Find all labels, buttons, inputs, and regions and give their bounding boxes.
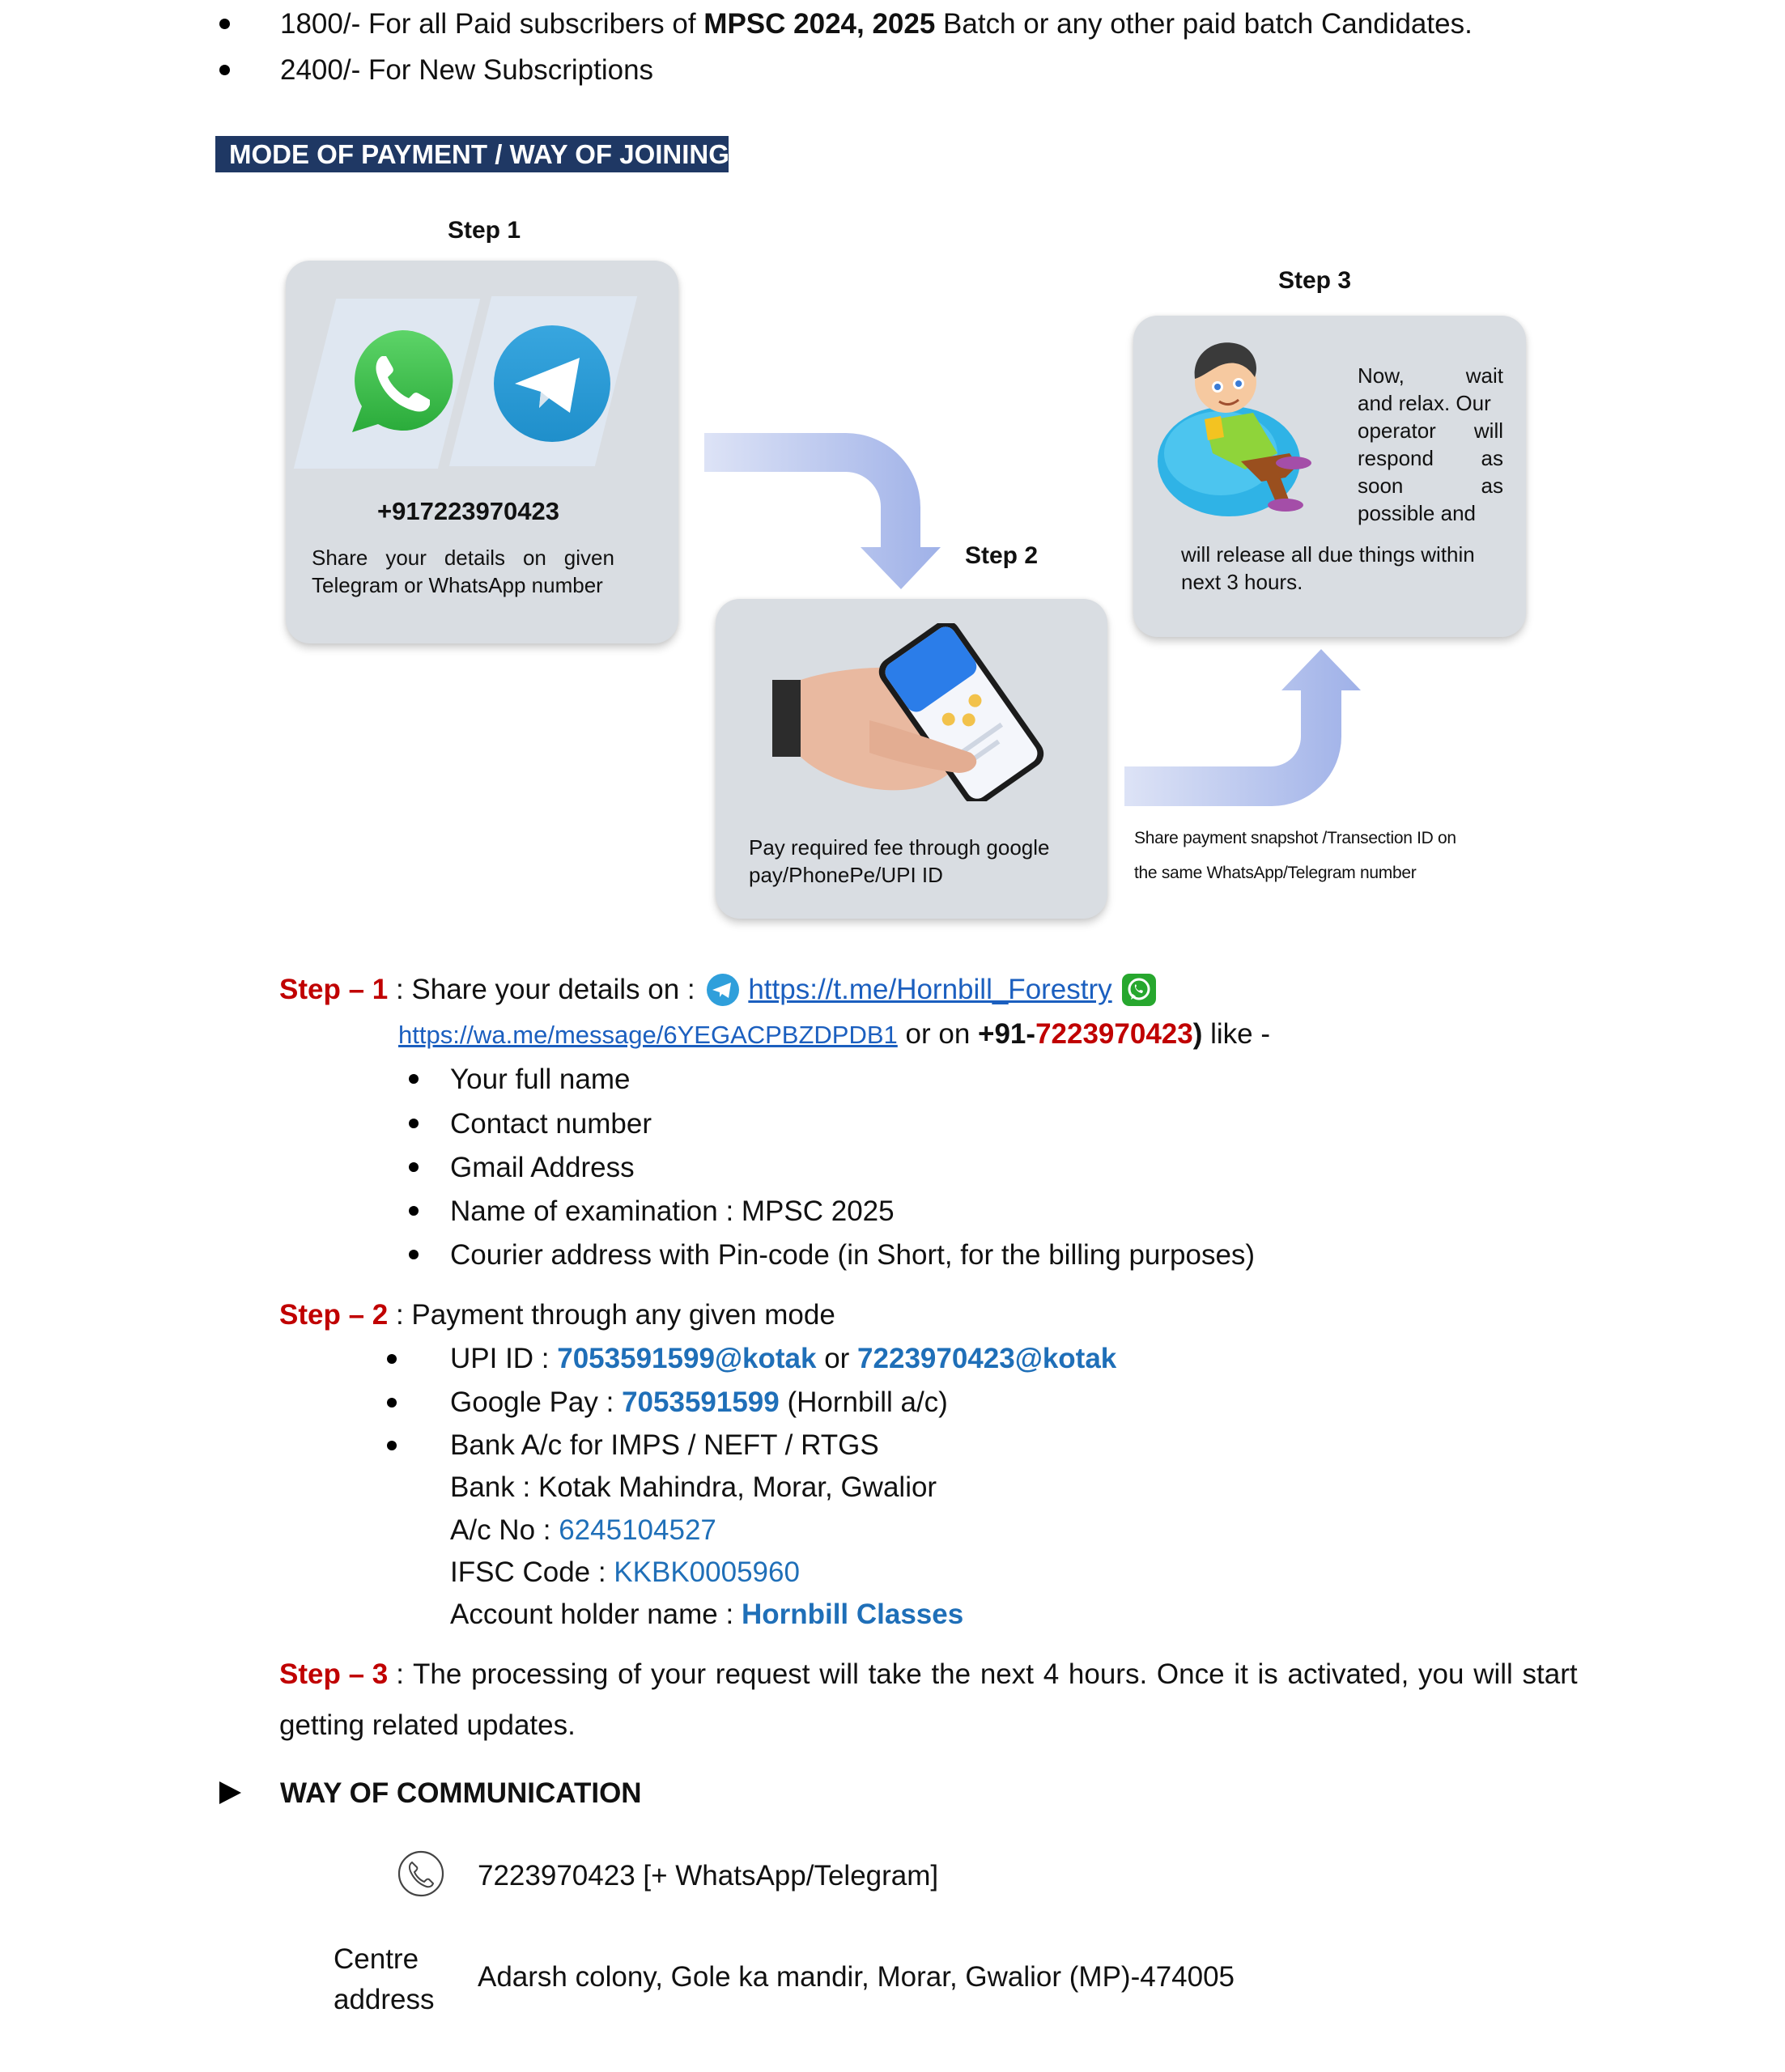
upi-id-1: 7053591599@kotak	[557, 1343, 817, 1374]
upi-line	[450, 1341, 1116, 1377]
list-item: Name of examination : MPSC 2025	[450, 1195, 895, 1227]
fee-batches: MPSC 2024, 2025	[703, 8, 936, 40]
phone-prefix: +91-	[978, 1018, 1036, 1050]
section-heading: MODE OF PAYMENT / WAY OF JOINING	[215, 136, 729, 172]
list-item: Your full name	[450, 1064, 631, 1095]
line: Pay required fee through google	[749, 835, 1050, 860]
ifsc-line	[450, 1555, 800, 1590]
flow-arrow-step1-to-step2	[696, 425, 955, 599]
triangle-marker-icon	[219, 1781, 241, 1804]
list-item: Contact number	[450, 1108, 652, 1140]
acc-label: A/c No :	[450, 1514, 559, 1546]
word: details	[444, 546, 505, 570]
bullet	[219, 65, 230, 75]
step1-detail-label: Step – 1	[279, 974, 389, 1005]
step3-label: Step 3	[1278, 267, 1352, 294]
step2-description	[749, 834, 1050, 889]
line: Telegram or WhatsApp number	[312, 573, 603, 597]
fee-item-paid	[280, 6, 1473, 42]
like-text: like -	[1202, 1018, 1270, 1050]
fee-text-rest: Batch or any other paid batch Candidates.	[935, 8, 1473, 40]
line: pay/PhonePe/UPI ID	[749, 863, 943, 887]
bullet	[409, 1250, 419, 1259]
or-on-text: or on	[897, 1018, 979, 1050]
communication-phone: 7223970423 [+ WhatsApp/Telegram]	[478, 1860, 939, 1892]
word: as	[1481, 446, 1503, 470]
gpay-suffix: (Hornbill a/c)	[779, 1386, 948, 1418]
word: operator	[1358, 418, 1436, 443]
phone-number: 7223970423	[1035, 1018, 1193, 1050]
line: possible and	[1358, 501, 1476, 525]
arrow2-caption-line1: Share payment snapshot /Transection ID on	[1134, 829, 1456, 847]
centre-address: Adarsh colony, Gole ka mandir, Morar, Gwalior (MP)-474005	[478, 1961, 1235, 1993]
account-number-line	[450, 1513, 716, 1548]
bank-title: Bank A/c for IMPS / NEFT / RTGS	[450, 1429, 879, 1461]
gpay-line	[450, 1385, 948, 1420]
ifsc-code: KKBK0005960	[614, 1556, 800, 1588]
bank-name: Bank : Kotak Mahindra, Morar, Gwalior	[450, 1471, 937, 1503]
step3-detail-label: Step – 3	[279, 1658, 389, 1690]
whatsapp-icon	[346, 325, 459, 439]
centre-label-line1: Centre	[334, 1943, 419, 1975]
centre-label	[334, 1939, 435, 2020]
word: will	[1473, 418, 1503, 443]
account-holder: Hornbill Classes	[741, 1599, 964, 1630]
whatsapp-link[interactable]: https://wa.me/message/6YEGACPBZDPDB1	[398, 1021, 898, 1049]
word: respond	[1358, 446, 1434, 470]
word: your	[385, 546, 427, 570]
upi-label: UPI ID :	[450, 1343, 558, 1374]
upi-id-2: 7223970423@kotak	[857, 1343, 1117, 1374]
telegram-icon	[706, 973, 740, 1007]
ifsc-label: IFSC Code :	[450, 1556, 614, 1588]
bullet	[219, 19, 230, 29]
step1-phone: +917223970423	[377, 497, 559, 525]
holder-label: Account holder name :	[450, 1599, 742, 1630]
upi-or: or	[816, 1343, 858, 1374]
telegram-icon	[492, 324, 612, 444]
word: soon	[1358, 473, 1404, 498]
flow-arrow-step2-to-step3	[1117, 643, 1368, 813]
relaxing-boy-illustration	[1156, 332, 1326, 526]
step2-detail-line	[279, 1297, 835, 1333]
centre-label-line2: address	[334, 1984, 435, 2015]
line: will release all due things within	[1181, 542, 1475, 567]
step3-text-line2: getting related updates.	[279, 1709, 576, 1741]
step3-detail-line	[279, 1657, 1578, 1692]
bullet	[387, 1441, 397, 1450]
step3-text: : The processing of your request will take the next 4 hours. Once it is activated, you will start	[396, 1658, 1578, 1690]
step1-label: Step 1	[448, 217, 521, 244]
step3-description-bottom	[1181, 541, 1475, 596]
gpay-label: Google Pay :	[450, 1386, 623, 1418]
list-item: Courier address with Pin-code (in Short, for the billing purposes)	[450, 1239, 1256, 1271]
bullet	[409, 1206, 419, 1216]
bullet	[409, 1162, 419, 1172]
arrow2-caption-line2: the same WhatsApp/Telegram number	[1134, 864, 1417, 882]
bullet	[387, 1398, 397, 1408]
bullet	[409, 1074, 419, 1084]
step2-label: Step 2	[965, 542, 1039, 569]
list-item: Gmail Address	[450, 1152, 635, 1183]
step2-detail-label: Step – 2	[279, 1299, 389, 1331]
step2-card	[716, 599, 1107, 919]
word: Share	[312, 546, 368, 570]
word: wait	[1465, 363, 1503, 388]
account-number: 6245104527	[559, 1514, 716, 1546]
word: on	[522, 546, 546, 570]
close-paren: )	[1192, 1018, 1203, 1050]
holder-line	[450, 1597, 963, 1633]
bullet	[409, 1119, 419, 1128]
fee-text: 1800/- For all Paid subscribers of	[280, 8, 704, 40]
telegram-link[interactable]: https://t.me/Hornbill_Forestry	[748, 974, 1112, 1005]
phone-icon	[397, 1849, 445, 1898]
bullet	[387, 1354, 397, 1364]
step1-intro: : Share your details on :	[388, 974, 703, 1005]
fee-item-new: 2400/- For New Subscriptions	[280, 54, 654, 86]
step1-detail-line	[279, 972, 1164, 1008]
line: next 3 hours.	[1181, 570, 1303, 594]
gpay-number: 7053591599	[622, 1386, 780, 1418]
word: as	[1481, 473, 1503, 498]
line: and relax. Our	[1358, 391, 1491, 415]
step1-description	[312, 544, 614, 599]
hand-holding-phone-illustration	[772, 623, 1064, 801]
step3-card	[1133, 316, 1526, 637]
communication-heading: WAY OF COMMUNICATION	[280, 1777, 642, 1809]
word: given	[563, 546, 614, 570]
step2-intro: : Payment through any given mode	[388, 1299, 835, 1331]
step1-detail-line2	[398, 1018, 1270, 1051]
step1-card	[286, 261, 678, 643]
whatsapp-icon	[1122, 974, 1156, 1006]
step3-description	[1358, 362, 1503, 527]
word: Now,	[1358, 363, 1405, 388]
